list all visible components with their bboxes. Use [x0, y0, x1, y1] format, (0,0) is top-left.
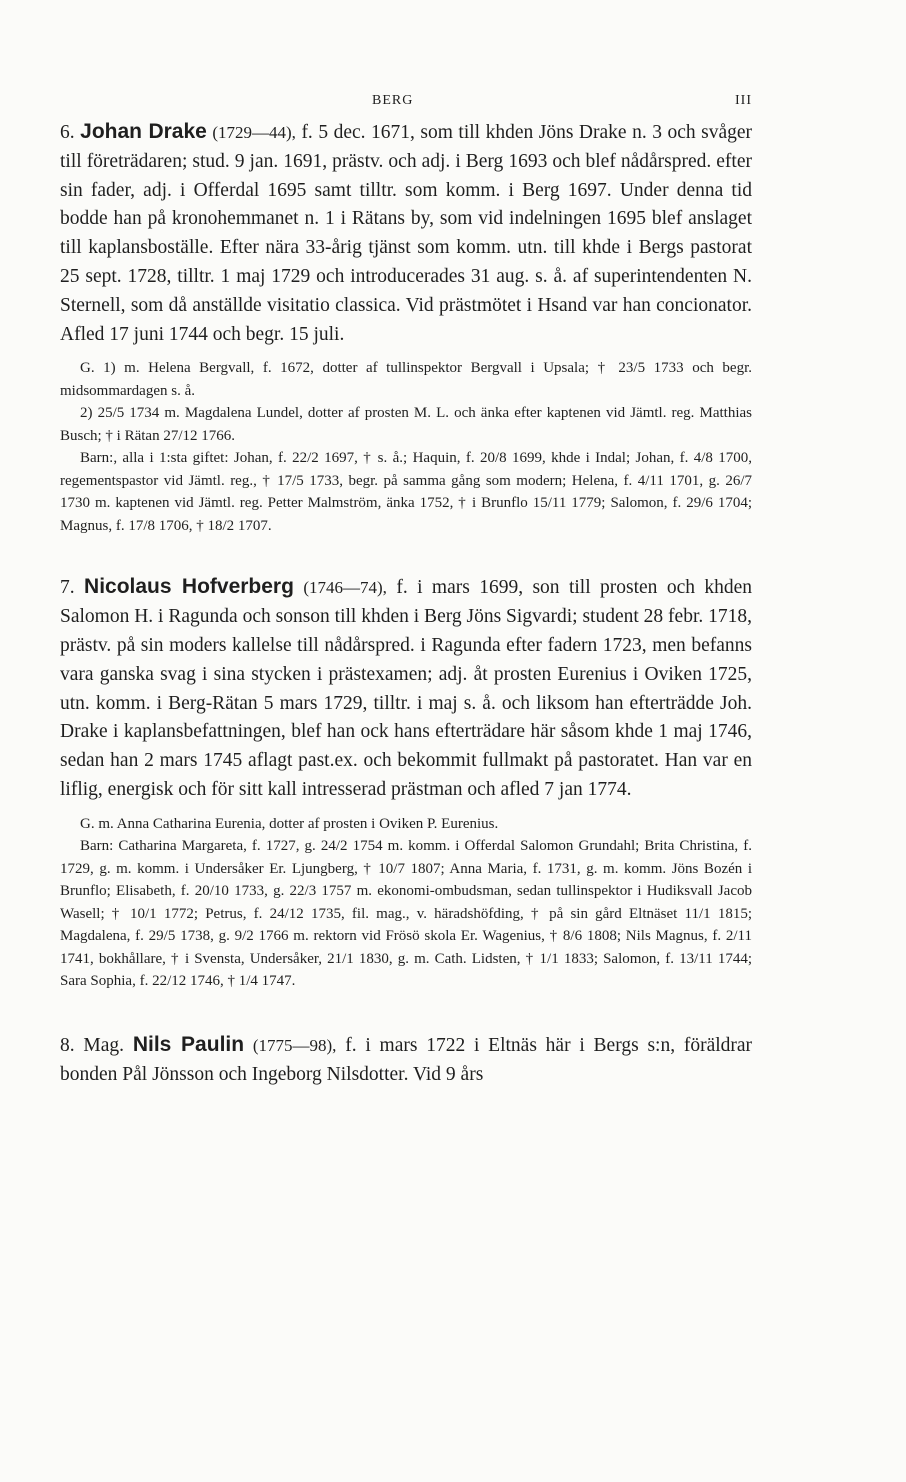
running-head [60, 88, 752, 118]
entry-years: (1775—98), [252, 1035, 337, 1055]
entry-7 [60, 573, 752, 992]
entry-number: 7. [60, 577, 75, 599]
page [60, 88, 752, 1089]
entry-name: Nils Paulin [132, 1032, 245, 1056]
entry-prefix: Mag. [83, 1034, 125, 1056]
note-children: Barn:, alla i 1:sta giftet: Johan, f. 22/2 1697, † s. å.; Haquin, f. 20/8 1699, khde i Indal; Johan, f. 4/8 1700, regementspastor vid Jämtl. reg., † 17/5 1733, begr. på samma gång som modern; Helena, f. 4/11 1701, g. 26/7 1730 m. kaptenen vid Jämtl. reg. Petter Malmström, änka 1752, † i Brunflo 15/11 1779; Salomon, f. 29/6 1704; Magnus, f. 17/8 1706, † 18/2 1707. [60, 450, 752, 534]
entry-name: Johan Drake [80, 120, 207, 143]
entry-years: (1746—74), [303, 578, 387, 598]
entry-text: f. i mars 1722 i Eltnäs här i Bergs s:n, föräldrar bonden Pål Jönsson och Ingeborg Nilsdotter. Vid 9 års [60, 1034, 753, 1085]
page-number: III [735, 93, 752, 108]
note-marriage-2: 2) 25/5 1734 m. Magdalena Lundel, dotter af prosten M. L. och änka efter kaptenen vid Jämtl. reg. Matthias Busch; † i Rätan 27/12 1766. [60, 405, 752, 444]
entry-number: 6. [60, 122, 75, 143]
entry-years: (1729—44), [212, 123, 296, 142]
entry-text: f. i mars 1699, son till prosten och khden Salomon H. i Ragunda och sonson till khden i Berg Jöns Sigvardi; student 28 febr. 1718, prästv. på sin moders kallelse till nådårspred. i Ragunda efter fadern 1723, men befanns vara ganska svag i sina stycken i prästexamen; adj. åt prosten Eurenius i Oviken 1725, utn. komm. i Berg-Rätan 5 mars 1729, tilltr. i maj s. å. och liksom han efterträdde Joh. Drake i kaplansbefattningen, blef han ock hans efterträdare här såsom khde 1 maj 1746, sedan han 2 mars 1745 aflagt past.ex. och bekommit fullmakt på pastoratet. Han var en liflig, energisk och för sitt kall intresserad prästman och afled 7 jan 1774. [60, 577, 753, 800]
entry-name: Nicolaus Hofverberg [84, 575, 294, 599]
entry-text: f. 5 dec. 1671, som till khden Jöns Drake n. 3 och svåger till företrädaren; stud. 9 jan. 1691, prästv. och adj. i Berg 1693 och blef nådårspred. efter sin fader, adj. i Offerdal 1695 samt tilltr. som komm. i Berg 1697. Under denna tid bodde han på kronohemmanet n. 1 i Rätans by, som vid indelningen 1695 blef anslaget till kaplansboställe. Efter nära 33-årig tjänst som komm. utn. till khde i Bergs pastorat 25 sept. 1728, tilltr. 1 maj 1729 och introducerades 31 aug. s. å. af superintendenten N. Sternell, som då anställde visitatio classica. Vid prästmötet i Hsand var han concionator. Afled 17 juni 1744 och begr. 15 juli. [60, 122, 753, 345]
note-marriage-1: G. 1) m. Helena Bergvall, f. 1672, dotter af tullinspektor Bergvall i Upsala; † 23/5 1733 och begr. midsommardagen s. å. [60, 360, 752, 399]
entry-7-main [60, 573, 752, 804]
entry-8-main [60, 1031, 752, 1090]
entry-6-main [60, 118, 752, 349]
entry-6 [60, 118, 752, 537]
note-children: Barn: Catharina Margareta, f. 1727, g. 24/2 1754 m. komm. i Offerdal Salomon Grundahl; Brita Christina, f. 1729, g. m. komm. i Undersåker Er. Ljungberg, † 10/7 1807; Anna Maria, f. 1731, g. m. komm. Jöns Bozén i Brunflo; Elisabeth, f. 20/10 1733, g. 22/3 1757 m. ekonomi-ombudsman, sedan tullinspektor i Hudiksvall Jacob Wasell; † 10/1 1772; Petrus, f. 24/12 1735, fil. mag., v. häradshöfding, † på sin gård Eltnäset 11/1 1815; Magdalena, f. 29/5 1738, g. 9/2 1766 m. rektorn vid Frösö skola Er. Wagenius, † 8/6 1808; Nils Magnus, f. 2/11 1741, bokhållare, † i Svensta, Undersåker, 21/1 1830, g. m. Cath. Lidsten, † 1/1 1833; Salomon, f. 13/11 1744; Sara Sophia, f. 22/12 1746, † 1/4 1747. [60, 838, 752, 990]
entry-number: 8. [60, 1034, 75, 1056]
entry-8 [60, 1031, 752, 1090]
note-marriage: G. m. Anna Catharina Eurenia, dotter af prosten i Oviken P. Eurenius. [80, 815, 499, 832]
running-head-title: BERG [372, 93, 414, 108]
